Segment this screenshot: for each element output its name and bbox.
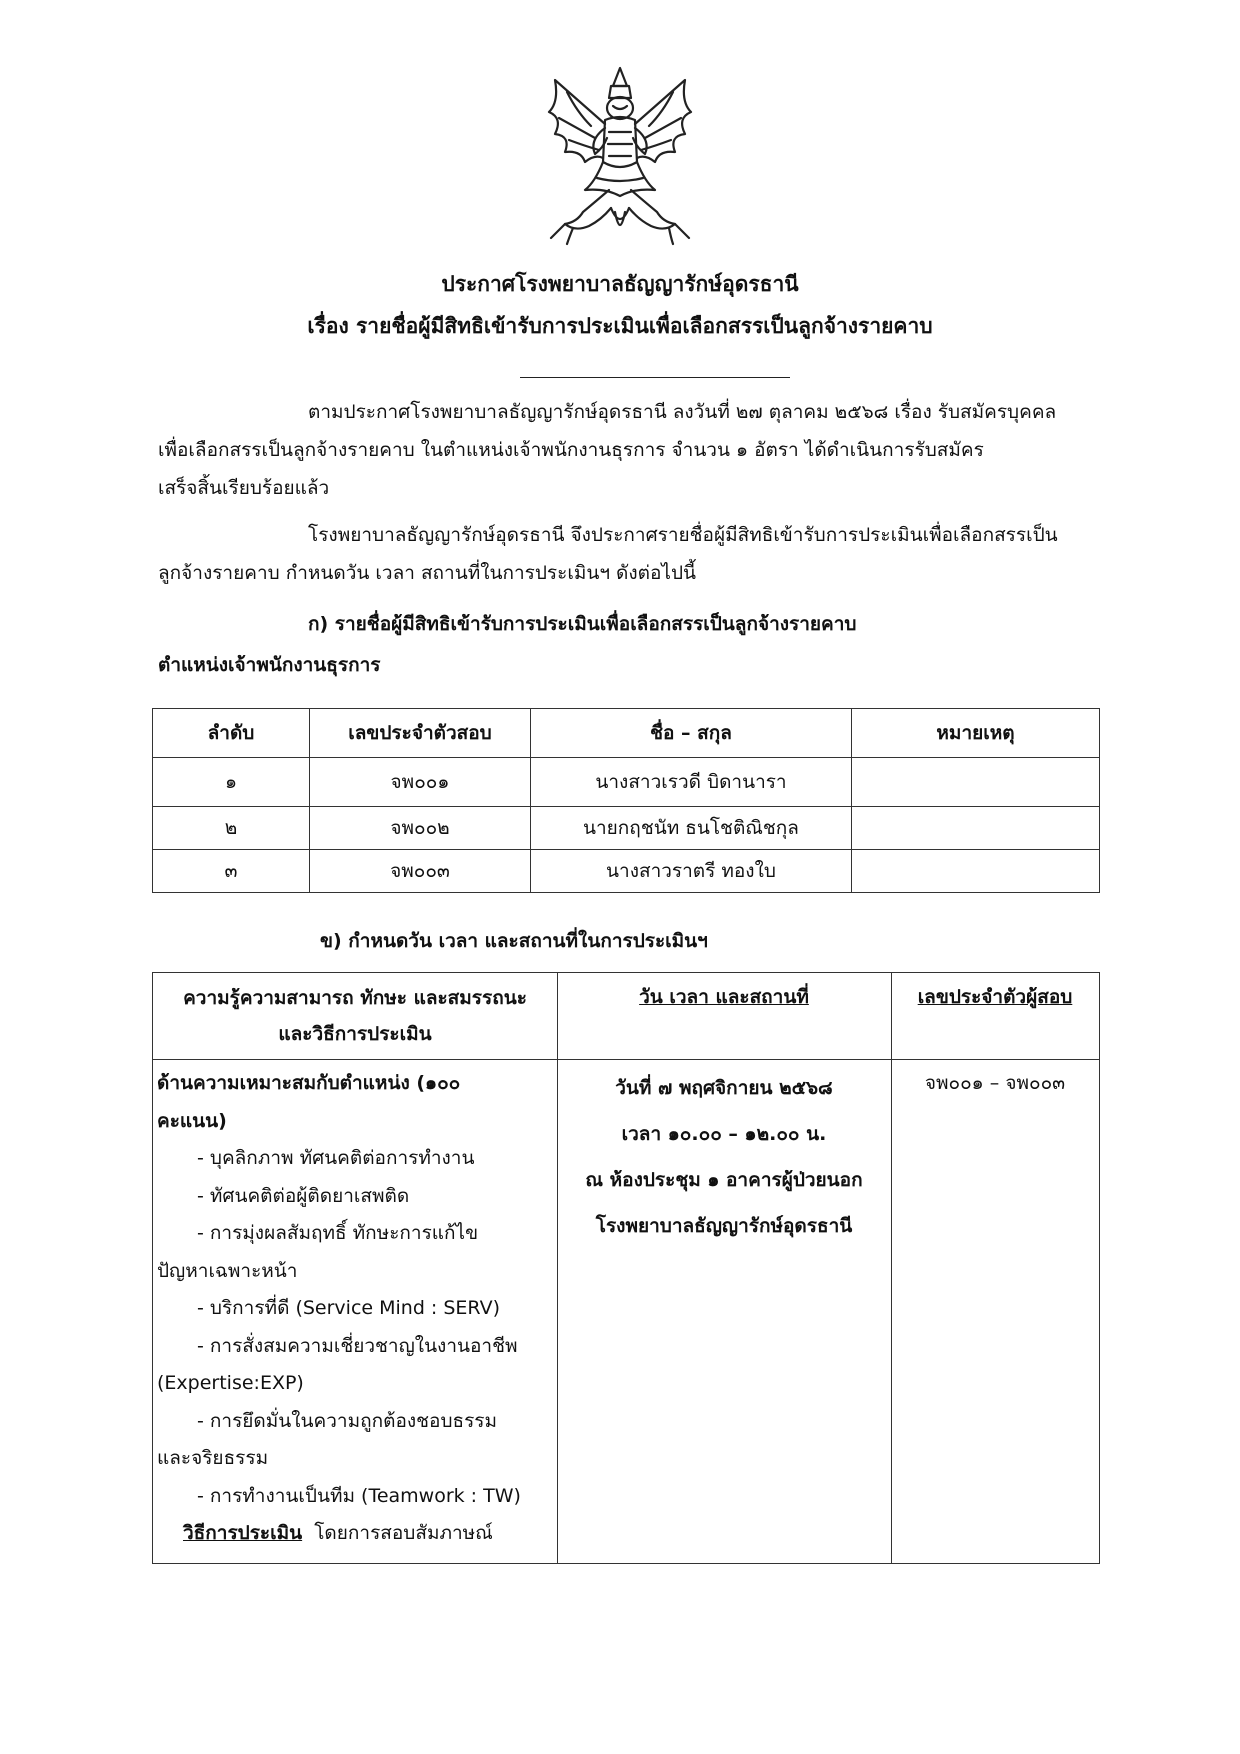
row-number: ๓ bbox=[224, 860, 238, 882]
paragraph-line: ตามประกาศโรงพยาบาลธัญญารักษ์อุดรธานี ลงวันที่ ๒๗ ตุลาคม ๒๕๖๘ เรื่อง รับสมัครบุคคล bbox=[308, 401, 1057, 423]
announcement-title: ประกาศโรงพยาบาลธัญญารักษ์อุดรธานี bbox=[441, 272, 799, 296]
criteria-column-header bbox=[153, 973, 557, 1059]
criteria-line: - บริการที่ดี (Service Mind : SERV) bbox=[197, 1297, 501, 1319]
exam-id-range-text: จพ๐๐๑ – จพ๐๐๓ bbox=[924, 1072, 1066, 1094]
paragraph-line: เพื่อเลือกสรรเป็นลูกจ้างรายคาบ ในตำแหน่งเจ้าพนักงานธุรการ จำนวน ๑ อัตรา ได้ดำเนินการรับสมัคร bbox=[158, 439, 984, 461]
criteria-header-line: ความรู้ความสามารถ ทักษะ และสมรรถนะ bbox=[183, 987, 527, 1009]
method-value: โดยการสอบสัมภาษณ์ bbox=[314, 1522, 493, 1544]
row-number: ๒ bbox=[224, 817, 238, 839]
garuda-emblem-icon bbox=[525, 62, 715, 252]
paragraph-line: ลูกจ้างรายคาบ กำหนดวัน เวลา สถานที่ในการประเมินฯ ดังต่อไปนี้ bbox=[158, 562, 697, 584]
table-row bbox=[153, 806, 1099, 849]
paragraph-1 bbox=[158, 393, 1133, 507]
column-header: เลขประจำตัวสอบ bbox=[309, 709, 530, 757]
criteria-line: - ทัศนคติต่อผู้ติดยาเสพติด bbox=[197, 1184, 410, 1207]
criteria-line: - การทำงานเป็นทีม (Teamwork : TW) bbox=[197, 1484, 521, 1507]
schedule-column-header bbox=[557, 973, 891, 1059]
candidate-name: นายกฤชนัท ธนโชติณิชกุล bbox=[530, 807, 851, 849]
criteria-line: - การมุ่งผลสัมฤทธิ์ ทักษะการแก้ไข bbox=[197, 1222, 479, 1244]
column-divider bbox=[557, 973, 558, 1563]
schedule-line: เวลา ๑๐.๐๐ – ๑๒.๐๐ น. bbox=[621, 1123, 827, 1145]
exam-id: จพ๐๐๓ bbox=[309, 850, 530, 892]
criteria-list bbox=[157, 1065, 553, 1553]
schedule-line: วันที่ ๗ พฤศจิกายน ๒๕๖๘ bbox=[615, 1077, 833, 1099]
table-row bbox=[153, 849, 1099, 892]
column-divider bbox=[891, 973, 892, 1563]
schedule-details bbox=[557, 1065, 891, 1249]
section-a-title: ก) รายชื่อผู้มีสิทธิเข้ารับการประเมินเพื่อเลือกสรรเป็นลูกจ้างรายคาบ bbox=[308, 613, 857, 635]
schedule-table bbox=[152, 972, 1100, 1564]
header-divider bbox=[153, 1059, 1099, 1060]
schedule-line: โรงพยาบาลธัญญารักษ์อุดรธานี bbox=[595, 1215, 853, 1237]
table-row bbox=[153, 757, 1099, 806]
exam-id-range bbox=[891, 1065, 1099, 1103]
column-header: ลำดับ bbox=[207, 722, 255, 744]
method-label: วิธีการประเมิน bbox=[183, 1522, 303, 1544]
candidate-name: นางสาวราตรี ทองใบ bbox=[530, 850, 851, 892]
exam-id: จพ๐๐๒ bbox=[309, 807, 530, 849]
paragraph-line: เสร็จสิ้นเรียบร้อยแล้ว bbox=[158, 477, 330, 499]
criteria-line: - การยึดมั่นในความถูกต้องชอบธรรม bbox=[197, 1409, 498, 1432]
column-header: ชื่อ – สกุล bbox=[530, 709, 851, 757]
criteria-line: และจริยธรรม bbox=[157, 1447, 269, 1469]
exam-id: จพ๐๐๑ bbox=[309, 758, 530, 806]
criteria-line: ด้านความเหมาะสมกับตำแหน่ง (๑๐๐ bbox=[157, 1072, 461, 1094]
criteria-line: คะแนน) bbox=[157, 1109, 227, 1132]
note bbox=[851, 758, 1099, 806]
exam-id-column-header bbox=[891, 973, 1099, 1059]
section-b-title: ข) กำหนดวัน เวลา และสถานที่ในการประเมินฯ bbox=[320, 930, 708, 952]
criteria-line: - การสั่งสมความเชี่ยวชาญในงานอาชีพ bbox=[197, 1334, 518, 1357]
candidate-table bbox=[152, 708, 1100, 893]
table-header-row bbox=[153, 709, 1099, 757]
schedule-header-text: วัน เวลา และสถานที่ bbox=[639, 986, 809, 1008]
column-header: หมายเหตุ bbox=[851, 709, 1099, 757]
note bbox=[851, 807, 1099, 849]
criteria-line: - บุคลิกภาพ ทัศนคติต่อการทำงาน bbox=[197, 1147, 475, 1169]
criteria-line: (Expertise:EXP) bbox=[157, 1372, 304, 1394]
row-number: ๑ bbox=[224, 771, 238, 793]
heading-divider bbox=[520, 377, 790, 378]
announcement-subject: เรื่อง รายชื่อผู้มีสิทธิเข้ารับการประเมินเพื่อเลือกสรรเป็นลูกจ้างรายคาบ bbox=[307, 314, 933, 338]
section-a-position: ตำแหน่งเจ้าพนักงานธุรการ bbox=[158, 654, 381, 676]
candidate-name: นางสาวเรวดี บิดานารา bbox=[530, 758, 851, 806]
exam-id-header-text: เลขประจำตัวผู้สอบ bbox=[917, 986, 1073, 1008]
criteria-header-line: และวิธีการประเมิน bbox=[278, 1023, 432, 1045]
paragraph-line: โรงพยาบาลธัญญารักษ์อุดรธานี จึงประกาศรายชื่อผู้มีสิทธิเข้ารับการประเมินเพื่อเลือกสรรเป็น bbox=[308, 524, 1058, 546]
method-line bbox=[157, 1515, 553, 1553]
schedule-line: ณ ห้องประชุม ๑ อาคารผู้ป่วยนอก bbox=[585, 1169, 863, 1191]
note bbox=[851, 850, 1099, 892]
paragraph-2 bbox=[158, 516, 1133, 592]
criteria-line: ปัญหาเฉพาะหน้า bbox=[157, 1259, 298, 1282]
